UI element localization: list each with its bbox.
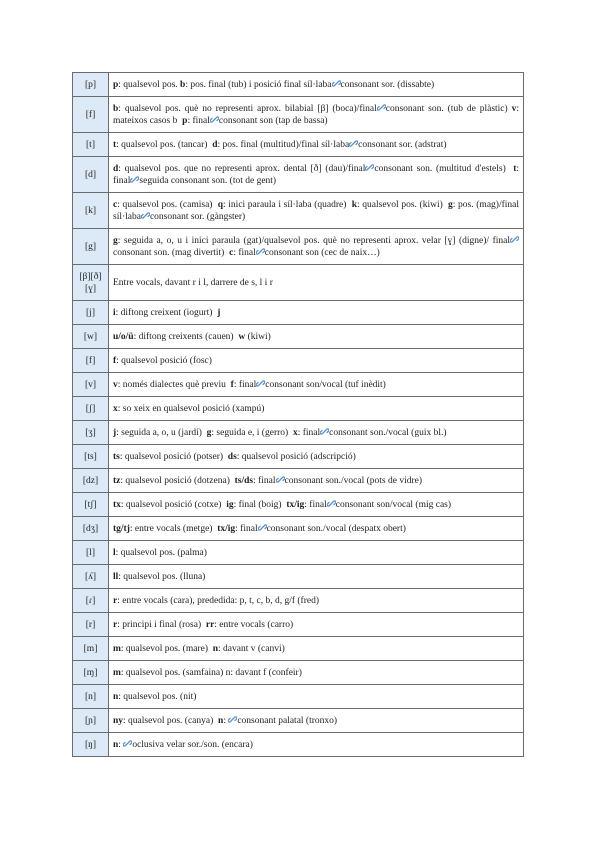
link-icon: [320, 427, 329, 436]
phoneme-table: [72, 72, 524, 757]
description-text: : final: [233, 247, 256, 258]
description-text: consonant son/vocal (mig cas): [335, 499, 452, 510]
description-text: : pos. final (tub) i posició final síl·laba: [185, 79, 332, 90]
grapheme-label: f: [113, 355, 117, 366]
grapheme-label: b: [113, 103, 119, 114]
phoneme-symbol-cell: [tʃ]: [73, 493, 109, 517]
phoneme-symbol-cell: [ts]: [73, 445, 109, 469]
description-text: Entre vocals, davant r i l, darrere de s, l i r: [113, 277, 273, 288]
grapheme-label: d: [212, 139, 218, 150]
grapheme-label: rr: [205, 619, 215, 630]
description-text: : seguida e, i (gerro): [211, 427, 293, 438]
phoneme-description-cell: [109, 265, 524, 301]
grapheme-label: g: [448, 199, 453, 210]
description-text: : pos. (mag)/final síl·laba: [113, 199, 522, 222]
table-row: [73, 325, 524, 349]
phoneme-description-cell: [109, 589, 524, 613]
table-row: [73, 301, 524, 325]
phoneme-symbol-cell: [β][ð][ɣ]: [73, 265, 109, 301]
phoneme-symbol-cell: [ŋ]: [73, 733, 109, 757]
grapheme-label: tz: [113, 475, 121, 486]
description-text: : qualsevol pos. què no representi aprox. bilabial [β] (boca)/final: [118, 103, 377, 114]
grapheme-label: n: [212, 643, 219, 654]
description-text: : final: [235, 523, 258, 534]
phoneme-description-cell: [109, 325, 524, 349]
phoneme-description-cell: [109, 565, 524, 589]
link-icon: [327, 499, 336, 508]
table-row: [73, 589, 524, 613]
grapheme-label: b: [180, 79, 186, 90]
grapheme-label: tx/ig: [217, 523, 236, 534]
grapheme-label: x: [113, 403, 118, 414]
phoneme-description-cell: [109, 709, 524, 733]
phoneme-description-cell: [109, 157, 524, 193]
description-text: : final: [253, 475, 276, 486]
description-text: consonant son./vocal (guix bl.): [329, 427, 447, 438]
phoneme-description-cell: [109, 97, 524, 133]
phoneme-description-cell: [109, 133, 524, 157]
grapheme-label: m: [113, 643, 121, 654]
phoneme-description-cell: [109, 613, 524, 637]
grapheme-label: j: [217, 307, 221, 318]
grapheme-label: ts/ds: [234, 475, 254, 486]
table-row: [73, 133, 524, 157]
description-text: consonant son. (tub de plàstic): [385, 103, 512, 114]
grapheme-label: v: [113, 379, 118, 390]
table-row: [73, 193, 524, 229]
grapheme-label: p: [182, 115, 188, 126]
phoneme-description-cell: [109, 445, 524, 469]
description-text: : mateixos casos b: [113, 103, 522, 126]
description-text: seguida consonant son. (tot de gent): [139, 175, 277, 186]
description-text: oclusiva velar sor./son. (encara): [132, 739, 253, 750]
description-text: : final: [297, 427, 321, 438]
grapheme-label: c: [113, 199, 118, 210]
phoneme-table-body: [73, 73, 524, 757]
description-text: : davant v (canvi): [218, 643, 285, 654]
table-row: [73, 349, 524, 373]
description-text: : només dialectes què previu: [117, 379, 231, 390]
grapheme-label: x: [292, 427, 298, 438]
phoneme-description-cell: [109, 541, 524, 565]
link-icon: [276, 475, 285, 484]
phoneme-symbol-cell: [ɾ]: [73, 589, 109, 613]
description-text: consonant son. (mag divertit): [113, 247, 230, 258]
link-icon: [210, 115, 219, 124]
description-text: : entre vocals (carro): [214, 619, 294, 630]
description-text: : qualsevol pos. (tancar): [116, 139, 213, 150]
link-icon: [332, 79, 341, 88]
phoneme-symbol-cell: [ɱ]: [73, 661, 109, 685]
table-row: [73, 157, 524, 193]
grapheme-label: ds: [227, 451, 237, 462]
table-row: [73, 73, 524, 97]
phoneme-symbol-cell: [r]: [73, 613, 109, 637]
description-text: : final: [304, 499, 327, 510]
description-text: : qualsevol posició (cotxe): [120, 499, 227, 510]
table-row: [73, 517, 524, 541]
link-icon: [228, 715, 237, 724]
phoneme-symbol-cell: [f]: [73, 97, 109, 133]
phoneme-symbol-cell: [ʒ]: [73, 421, 109, 445]
grapheme-label: ll: [113, 571, 119, 582]
grapheme-label: r: [113, 619, 118, 630]
description-text: consonant son. (multitud d'estels): [374, 163, 514, 174]
description-text: : qualsevol pos. (samfaina) n: davant f (confeir): [120, 667, 302, 678]
description-text: consonant son./vocal (despatx obert): [266, 523, 406, 534]
phoneme-description-cell: [109, 301, 524, 325]
description-text: : qualsevol pos. (mare): [120, 643, 213, 654]
table-row: [73, 613, 524, 637]
grapheme-label: f: [230, 379, 234, 390]
phoneme-symbol-cell: [p]: [73, 73, 109, 97]
link-icon: [256, 379, 265, 388]
grapheme-label: n: [113, 691, 119, 702]
link-icon: [123, 739, 132, 748]
phoneme-symbol-cell: [dz]: [73, 469, 109, 493]
description-text: : final: [113, 163, 522, 186]
phoneme-description-cell: [109, 193, 524, 229]
phoneme-symbol-cell: [v]: [73, 373, 109, 397]
description-text: : principi i final (rosa): [117, 619, 206, 630]
description-text: : seguida a, o, u i inici paraula (gat)/qualsevol pos. què no representi aprox. velar [ɣ] (digne)/ final: [117, 235, 510, 246]
description-text: : inici paraula i síl·laba (quadre): [223, 199, 352, 210]
grapheme-label: j: [113, 427, 117, 438]
phoneme-symbol-cell: [d]: [73, 157, 109, 193]
grapheme-label: q: [217, 199, 224, 210]
description-text: consonant sor. (adstrat): [358, 139, 447, 150]
description-text: consonant son./vocal (pots de vidre): [284, 475, 422, 486]
description-text: : final: [187, 115, 210, 126]
description-text: consonant palatal (tronxo): [237, 715, 338, 726]
table-row: [73, 397, 524, 421]
grapheme-label: tx: [113, 499, 121, 510]
description-text: consonant son/vocal (tuf inèdit): [265, 379, 386, 390]
phoneme-symbol-cell: [l]: [73, 541, 109, 565]
link-icon: [510, 235, 519, 244]
grapheme-label: i: [113, 307, 116, 318]
grapheme-label: tx/ig: [286, 499, 305, 510]
table-row: [73, 565, 524, 589]
table-row: [73, 733, 524, 757]
description-text: : qualsevol posició (potser): [119, 451, 228, 462]
description-text: : qualsevol pos. que no representi aprox. dental [ð] (dau)/final: [118, 163, 366, 174]
phoneme-symbol-cell: [ʎ]: [73, 565, 109, 589]
description-text: : so xeix en qualsevol posició (xampú): [117, 403, 265, 414]
link-icon: [377, 103, 386, 112]
grapheme-label: ig: [226, 499, 234, 510]
link-icon: [258, 523, 267, 532]
phoneme-description-cell: [109, 469, 524, 493]
phoneme-description-cell: [109, 517, 524, 541]
phoneme-description-cell: [109, 637, 524, 661]
description-text: : qualsevol pos. (nit): [118, 691, 197, 702]
phoneme-description-cell: [109, 373, 524, 397]
phoneme-symbol-cell: [m]: [73, 637, 109, 661]
phoneme-description-cell: [109, 733, 524, 757]
grapheme-label: n: [113, 739, 119, 750]
description-text: consonant sor. (gàngster): [149, 211, 246, 222]
description-text: : qualsevol pos. (canya): [123, 715, 219, 726]
description-text: :: [223, 715, 229, 726]
grapheme-label: d: [113, 163, 119, 174]
table-row: [73, 493, 524, 517]
grapheme-label: c: [229, 247, 234, 258]
grapheme-label: ts: [113, 451, 120, 462]
description-text: : qualsevol pos. (camisa): [117, 199, 218, 210]
phoneme-symbol-cell: [ʃ]: [73, 397, 109, 421]
phoneme-symbol-cell: [n]: [73, 685, 109, 709]
phoneme-description-cell: [109, 661, 524, 685]
table-row: [73, 373, 524, 397]
phoneme-symbol-cell: [j]: [73, 301, 109, 325]
description-text: : qualsevol posició (adscripció): [236, 451, 356, 462]
table-row: [73, 469, 524, 493]
phoneme-description-cell: [109, 73, 524, 97]
description-text: : qualsevol pos. (lluna): [118, 571, 206, 582]
description-text: : entre vocals (metge): [129, 523, 218, 534]
phoneme-symbol-cell: [g]: [73, 229, 109, 265]
phoneme-symbol-cell: [w]: [73, 325, 109, 349]
description-text: consonant son (tap de bassa): [218, 115, 328, 126]
phoneme-symbol-cell: [dʒ]: [73, 517, 109, 541]
grapheme-label: n: [218, 715, 224, 726]
grapheme-label: w: [238, 331, 246, 342]
description-text: :: [118, 739, 124, 750]
phoneme-description-cell: [109, 685, 524, 709]
grapheme-label: u/o/ü: [113, 331, 134, 342]
table-row: [73, 685, 524, 709]
phoneme-description-cell: [109, 421, 524, 445]
grapheme-label: k: [351, 199, 358, 210]
table-row: [73, 661, 524, 685]
description-text: : seguida a, o, u (jardí): [116, 427, 207, 438]
table-row: [73, 421, 524, 445]
grapheme-label: v: [511, 103, 517, 114]
table-row: [73, 637, 524, 661]
description-text: : final: [233, 379, 257, 390]
grapheme-label: l: [113, 547, 116, 558]
phoneme-symbol-cell: [k]: [73, 193, 109, 229]
grapheme-label: g: [206, 427, 212, 438]
description-text: (kiwi): [245, 331, 271, 342]
table-row: [73, 709, 524, 733]
table-row: [73, 229, 524, 265]
description-text: : diftong creixent (iogurt): [115, 307, 218, 318]
description-text: consonant sor. (dissabte): [340, 79, 435, 90]
grapheme-label: r: [113, 595, 118, 606]
phoneme-description-cell: [109, 229, 524, 265]
description-text: : pos. final (multitud)/final síl·laba: [217, 139, 350, 150]
phoneme-symbol-cell: [f]: [73, 349, 109, 373]
grapheme-label: t: [513, 163, 517, 174]
description-text: : qualsevol posició (fosc): [116, 355, 212, 366]
grapheme-label: g: [113, 235, 118, 246]
phoneme-symbol-cell: [t]: [73, 133, 109, 157]
grapheme-label: m: [113, 667, 121, 678]
link-icon: [256, 247, 265, 256]
description-text: : qualsevol pos. (kiwi): [357, 199, 449, 210]
phoneme-description-cell: [109, 349, 524, 373]
grapheme-label: ny: [113, 715, 124, 726]
link-icon: [141, 211, 150, 220]
grapheme-label: t: [113, 139, 117, 150]
phoneme-description-cell: [109, 493, 524, 517]
description-text: : final (boig): [233, 499, 287, 510]
description-text: : diftong creixents (cauen): [133, 331, 239, 342]
description-text: : qualsevol pos. (palma): [115, 547, 207, 558]
description-text: : entre vocals (cara), prededida: p, t, c, b, d, g/f (fred): [117, 595, 320, 606]
description-text: consonant son (cec de naix…): [264, 247, 380, 258]
link-icon: [349, 139, 358, 148]
table-row: [73, 541, 524, 565]
phoneme-symbol-cell: [ɲ]: [73, 709, 109, 733]
description-text: : qualsevol pos.: [118, 79, 181, 90]
table-row: [73, 445, 524, 469]
grapheme-label: tg/tj: [113, 523, 130, 534]
description-text: : qualsevol posició (dotzena): [120, 475, 235, 486]
table-row: [73, 265, 524, 301]
table-row: [73, 97, 524, 133]
grapheme-label: p: [113, 79, 119, 90]
phoneme-description-cell: [109, 397, 524, 421]
